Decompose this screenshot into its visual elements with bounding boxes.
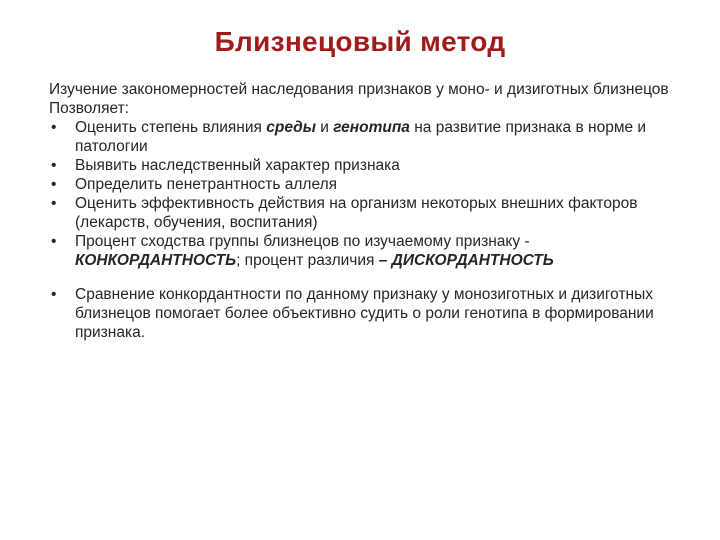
list-item: [49, 232, 684, 270]
list-item: [49, 175, 684, 194]
bullet-text: Оценить эффективность действия на организм некоторых внешних факторов (лекарств, обучения, воспитания): [75, 195, 638, 231]
bullet-text: Оценить степень влияния среды и генотипа на развитие признака в норме и патологии: [75, 119, 647, 155]
list-item: [49, 194, 684, 232]
bullet-marker: •: [51, 233, 57, 250]
slide-title: Близнецовый метод: [214, 26, 506, 57]
bullet-marker: •: [51, 176, 57, 193]
bullet-text: Процент сходства группы близнецов по изучаемому признаку - КОНКОРДАНТНОСТЬ; процент различия – ДИСКОРДАНТНОСТЬ: [75, 233, 554, 269]
list-item: [49, 156, 684, 175]
bullet-marker: •: [51, 286, 57, 303]
term-concordance: КОНКОРДАНТНОСТЬ: [75, 252, 237, 269]
spacer: [49, 270, 684, 285]
list-item: [49, 118, 684, 156]
list-item: [49, 285, 684, 342]
bullet-marker: •: [51, 157, 57, 174]
term-discordance: – ДИСКОРДАНТНОСТЬ: [378, 252, 554, 269]
term-environment: среды: [266, 119, 316, 136]
term-genotype: генотипа: [333, 119, 410, 136]
bullet-text: Сравнение конкордантности по данному признаку у монозиготных и дизиготных близнецов помогает более объективно судить о роли генотипа в формировании признака.: [75, 286, 654, 341]
intro-text: Изучение закономерностей наследования признаков у моно- и дизиготных близнецов: [49, 81, 669, 98]
bullet-text: Определить пенетрантность аллеля: [75, 176, 338, 193]
bullet-marker: •: [51, 119, 57, 136]
bullet-list-secondary: [49, 285, 684, 342]
bullet-text: Выявить наследственный характер признака: [75, 157, 400, 174]
slide-content: [49, 80, 684, 342]
allows-label: Позволяет:: [49, 100, 129, 117]
bullet-marker: •: [51, 195, 57, 212]
bullet-list: [49, 118, 684, 270]
